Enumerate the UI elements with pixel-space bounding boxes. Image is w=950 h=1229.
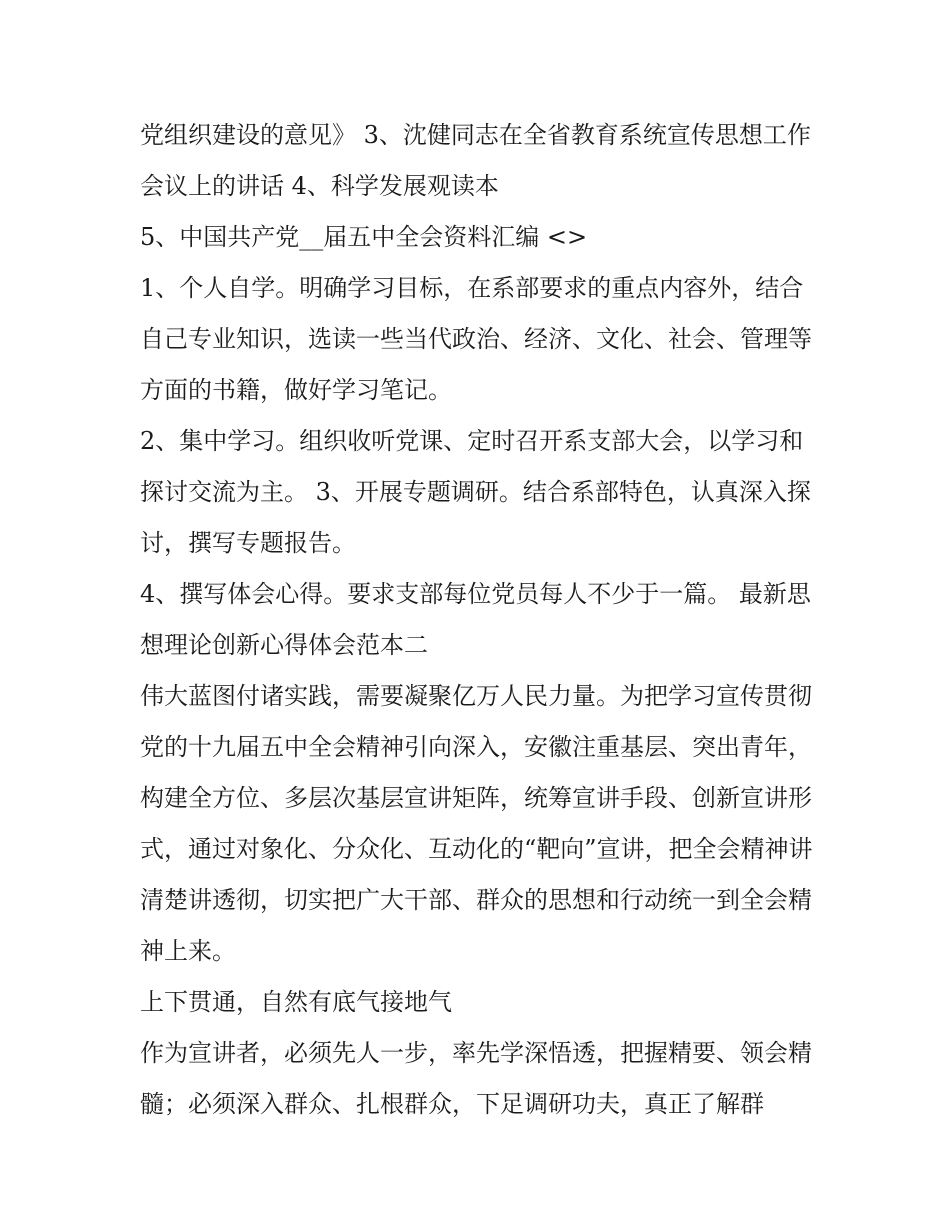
paragraph: 2、集中学习。组织收听党课、定时召开系支部大会，以学习和探讨交流为主。 3、开展专题调研。结合系部特色，认真深入探讨，撰写专题报告。 bbox=[140, 427, 811, 557]
paragraph: 1、个人自学。明确学习目标，在系部要求的重点内容外，结合自己专业知识，选读一些当代政治、经济、文化、社会、管理等方面的书籍，做好学习笔记。 bbox=[140, 274, 812, 404]
section-heading: 上下贯通，自然有底气接地气 bbox=[140, 988, 452, 1016]
paragraph: 5、中国共产党__届五中全会资料汇编 <> bbox=[140, 223, 588, 251]
paragraph: 4、撰写体会心得。要求支部每位党员每人不少于一篇。 最新思想理论创新心得体会范本二 bbox=[140, 580, 811, 659]
document-body bbox=[140, 110, 820, 1130]
paragraph: 作为宣讲者，必须先人一步，率先学深悟透，把握精要、领会精髓；必须深入群众、扎根群众，下足调研功夫，真正了解群 bbox=[140, 1039, 812, 1118]
paragraph: 伟大蓝图付诸实践，需要凝聚亿万人民力量。为把学习宣传贯彻党的十九届五中全会精神引向深入，安徽注重基层、突出青年，构建全方位、多层次基层宣讲矩阵，统筹宣讲手段、创新宣讲形式，通过对象化、分众化、互动化的“靶向”宣讲，把全会精神讲清楚讲透彻，切实把广大干部、群众的思想和行动统一到全会精神上来。 bbox=[140, 682, 813, 965]
paragraph: 党组织建设的意见》 3、沈健同志在全省教育系统宣传思想工作会议上的讲话 4、科学发展观读本 bbox=[140, 121, 811, 200]
